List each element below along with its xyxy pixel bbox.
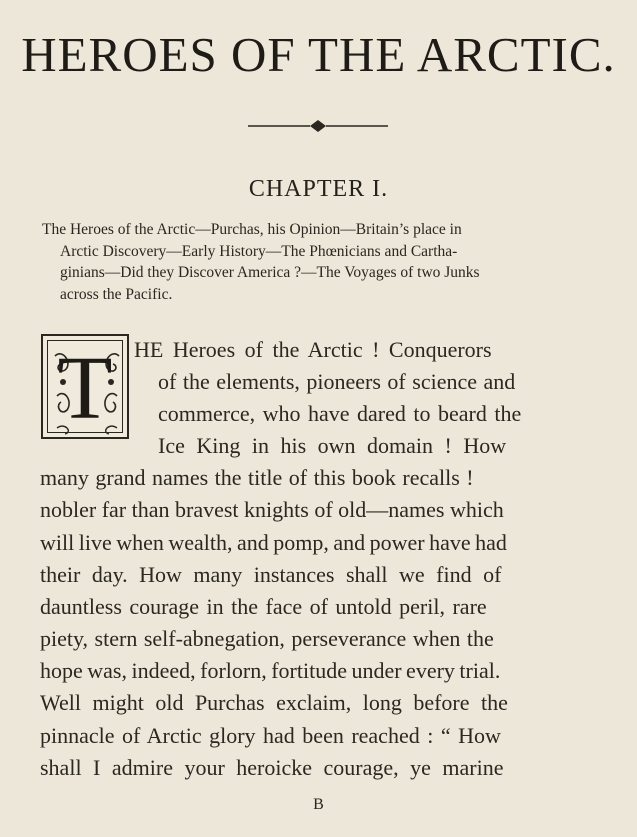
body-line: their day. How many instances shall we find of [40,562,502,587]
body-line: Well might old Purchas exclaim, long before the [40,690,508,715]
body-line: shall I admire your heroicke courage, ye marine [40,755,504,780]
drop-cap-letter: T [57,339,113,438]
body-line: of the elements, pioneers of science and [158,369,516,394]
chapter-heading: CHAPTER I. [248,176,389,202]
body-line: HE Heroes of the Arctic ! Conquerors [134,337,492,362]
body-line: nobler far than bravest knights of old—names which [40,497,504,522]
body-line: will live when wealth, and pomp, and power have had [40,530,507,555]
body-line: pinnacle of Arctic glory had been reached : “ How [40,723,501,748]
body-line: commerce, who have dared to beard the [158,401,522,426]
body-line: dauntless courage in the face of untold peril, rare [40,594,487,619]
summary-line: The Heroes of the Arctic—Purchas, his Opinion—Britain’s place in [42,221,462,238]
diamond-rule-ornament-icon [248,119,388,133]
body-line: piety, stern self-abnegation, perseverance when the [40,626,494,651]
summary-line: ginians—Did they Discover America ?—The Voyages of two Junks [60,264,480,281]
body-line: many grand names the title of this book recalls ! [40,465,474,490]
body-line: hope was, indeed, forlorn, fortitude under every trial. [40,658,501,683]
ornamental-drop-cap [41,334,129,439]
signature-mark: B [313,796,324,813]
book-title: HEROES OF THE ARCTIC. [21,27,616,82]
chapter-summary [42,219,590,305]
summary-line: Arctic Discovery—Early History—The Phœnicians and Cartha- [60,242,458,260]
body-line: Ice King in his own domain ! How [158,433,507,458]
summary-line: across the Pacific. [60,285,173,303]
